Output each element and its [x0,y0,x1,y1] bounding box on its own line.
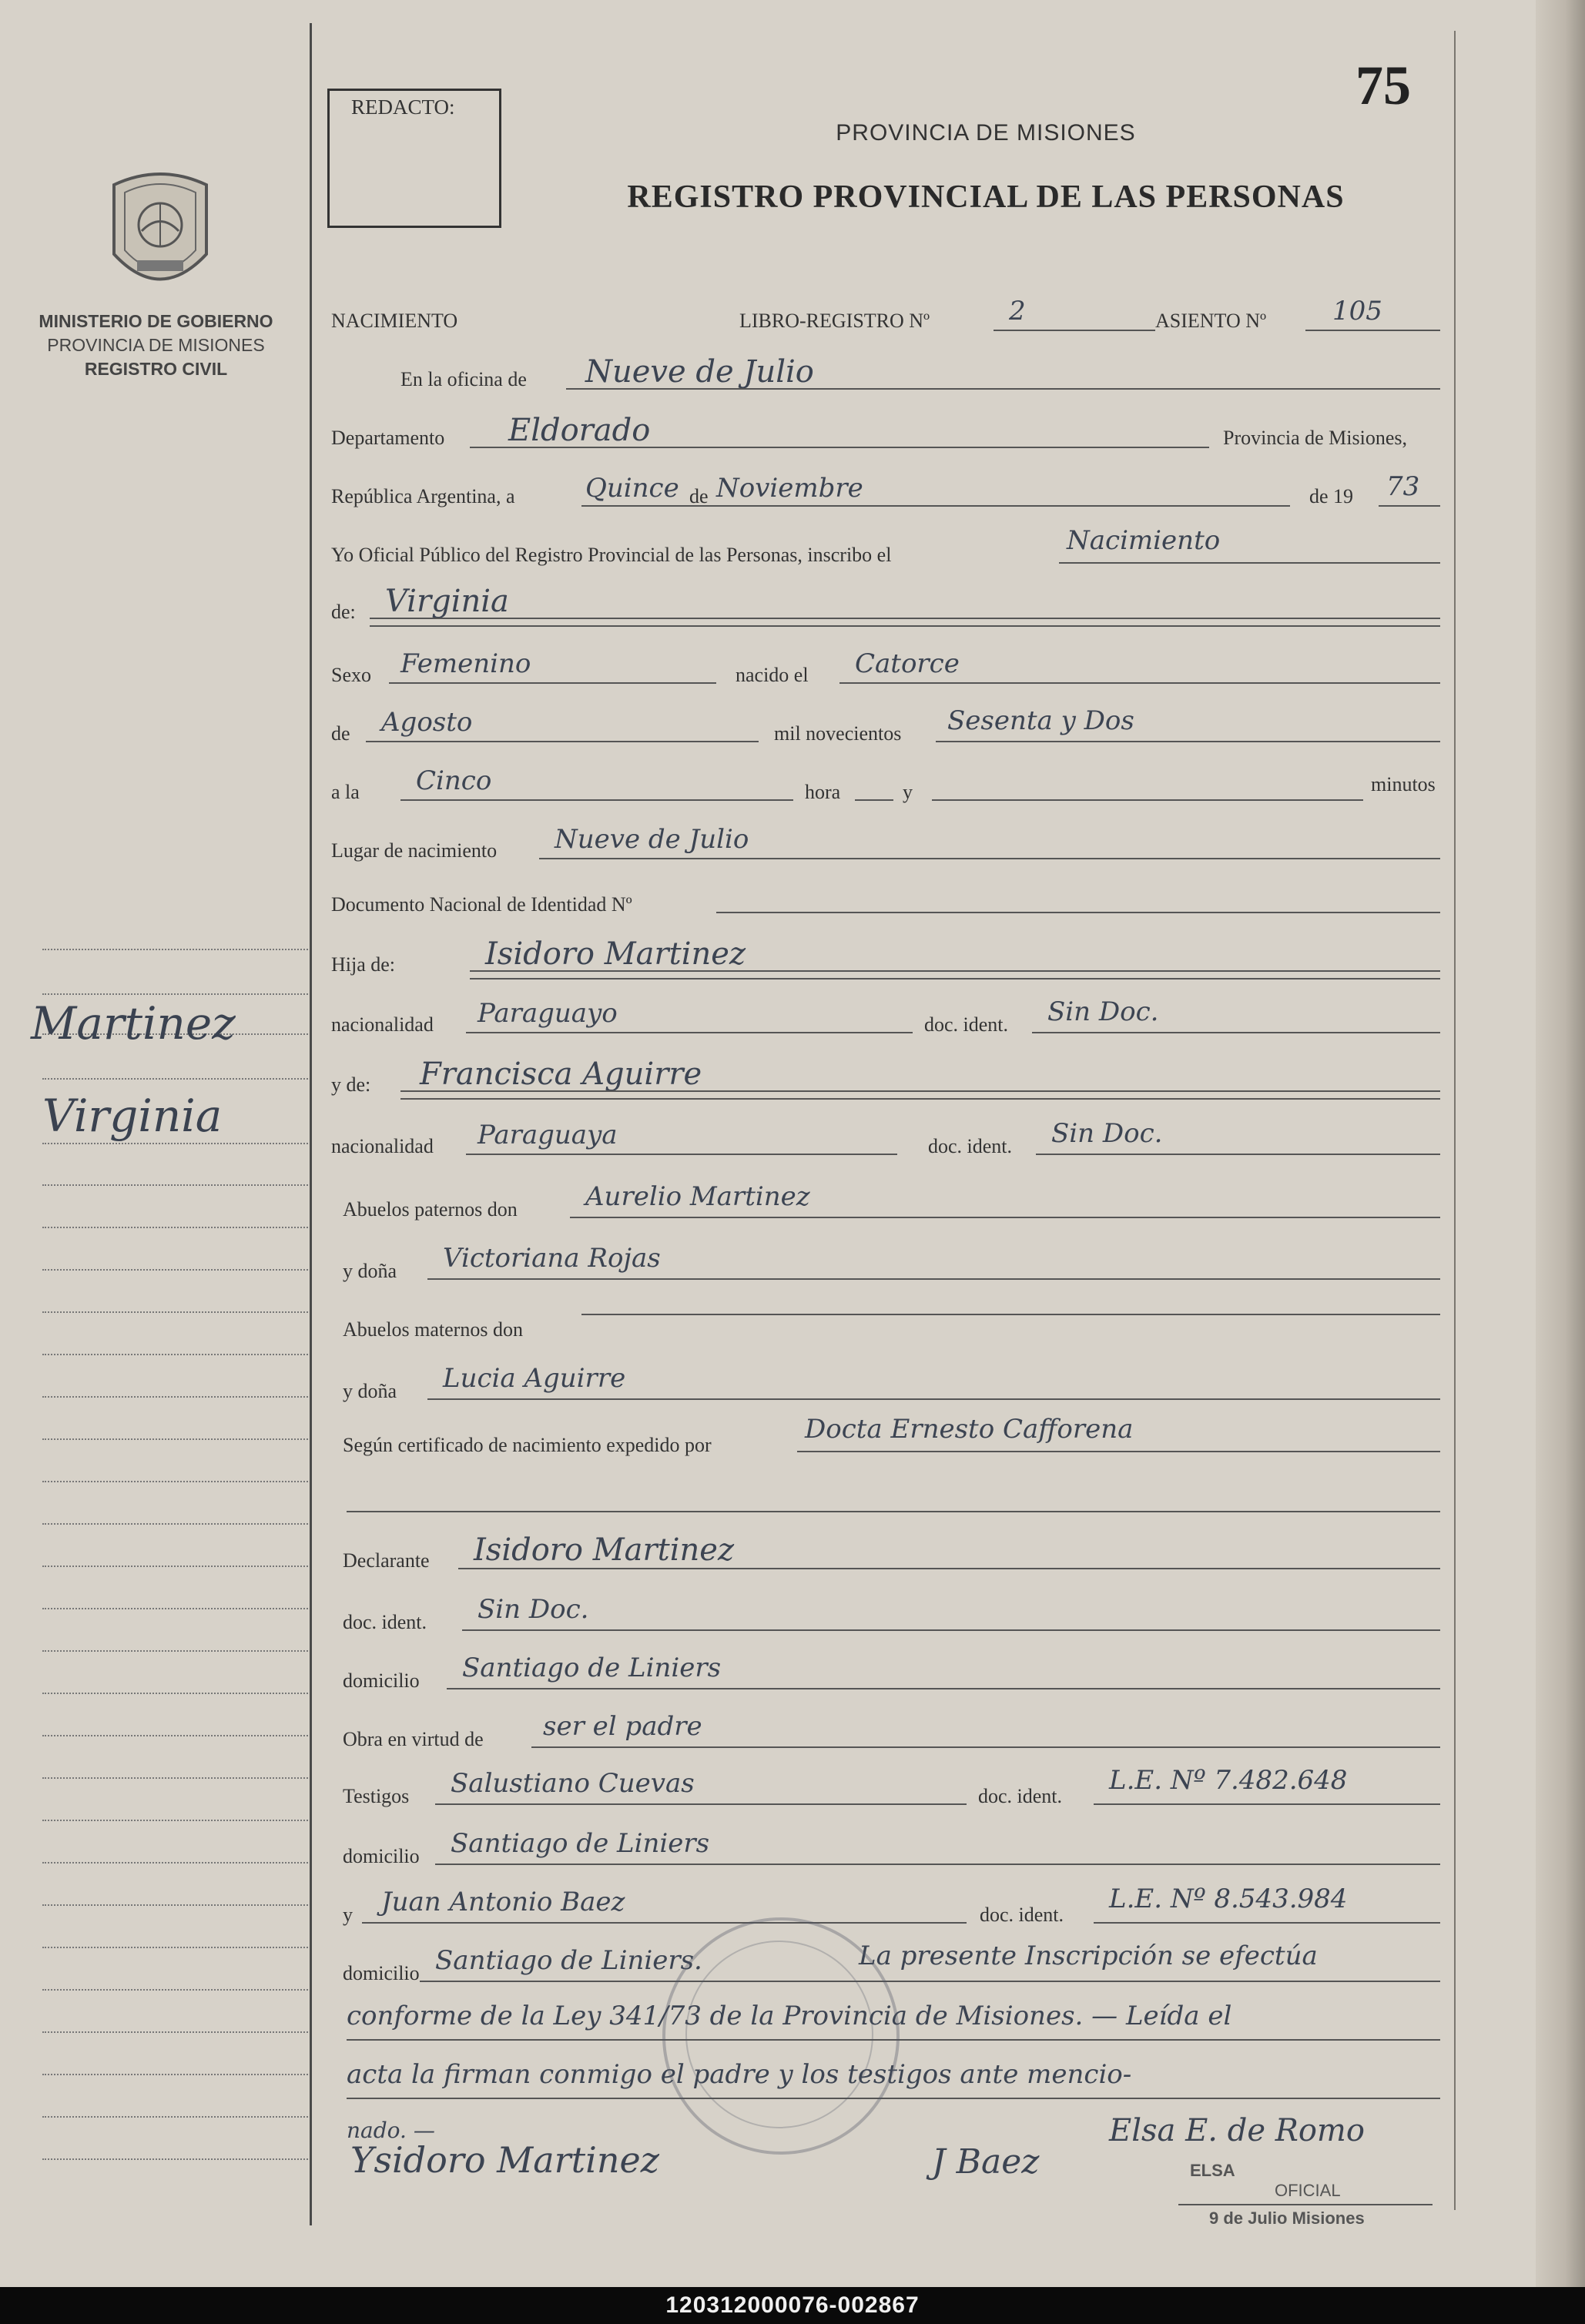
underline [458,1568,1440,1569]
underline [1059,562,1440,564]
underline [1379,505,1440,507]
de-label: de [689,485,709,507]
right-rule [1454,31,1456,2210]
anio-nac-value: Sesenta y Dos [947,705,1134,736]
underline [581,505,1290,507]
lugar-value: Nueve de Julio [555,824,749,855]
underline [370,618,1440,619]
underline [400,799,793,801]
registry-title: REGISTRO PROVINCIAL DE LAS PERSONAS [627,179,1345,215]
de-anio-label: de 19 [1309,485,1354,507]
underline [1094,1922,1440,1924]
yde-label: y de: [331,1073,371,1096]
sidebar-dotted-line [42,1523,308,1525]
underline [531,1746,1440,1748]
page-number: 75 [1355,55,1411,116]
underline [1305,330,1440,331]
official-title: OFICIAL [1275,2181,1341,2200]
sidebar-dotted-line [42,1566,308,1567]
underline [370,625,1440,627]
nacido-label: nacido el [736,664,809,686]
sidebar-dotted-line [42,1904,308,1906]
underline [932,799,1363,801]
underline [466,1032,913,1033]
barcode-id: 120312000076-002867 [0,2287,1585,2324]
underline [389,682,716,684]
hora-value: Cinco [416,765,492,796]
underline [566,388,1440,390]
de3-label: de [331,722,350,745]
testigo1-doc-label: doc. ident. [978,1785,1063,1807]
sidebar-dotted-line [42,2031,308,2033]
inscribo-value: Nacimiento [1067,525,1221,556]
ala-label: a la [331,781,360,803]
abuelos-pat-label: Abuelos paternos don [343,1198,518,1221]
sidebar-dotted-line [42,1481,308,1482]
underline [855,799,893,801]
provincia-suffix: Provincia de Misiones, [1223,427,1408,449]
underline [470,978,1440,979]
underline [427,1398,1440,1400]
sidebar-dotted-line [42,2116,308,2118]
underline [1094,1803,1440,1805]
declarante-value: Isidoro Martinez [474,1532,735,1568]
sidebar-dotted-line [42,2074,308,2075]
libro-label: LIBRO-REGISTRO Nº [739,310,930,332]
underline [462,1629,1440,1631]
madre-value: Francisca Aguirre [420,1057,702,1092]
underline [994,330,1155,331]
sidebar-dotted-line [42,1227,308,1228]
padre-doc-value: Sin Doc. [1047,996,1159,1027]
testigo1-dom-label: domicilio [343,1845,420,1867]
official-name: ELSA [1190,2161,1235,2180]
oficina-value: Nueve de Julio [585,354,814,390]
departamento-label: Departamento [331,427,445,449]
signature-declarante: Ysidoro Martinez [350,2139,659,2181]
record-type-label: NACIMIENTO [331,310,458,332]
nota-line-4: nado. — [347,2118,435,2143]
padre-nac-value: Paraguayo [478,998,618,1029]
underline [362,1922,967,1924]
underline [839,682,1440,684]
signature-oficial: Elsa E. de Romo [1109,2113,1365,2148]
margin-given-name: Virginia [42,1090,223,1142]
declarante-label: Declarante [343,1549,430,1572]
sidebar-dotted-line [42,1354,308,1355]
underline [447,1688,1440,1689]
underline [1178,2204,1433,2205]
underline [470,970,1440,972]
underline [435,1803,967,1805]
hora-label: hora [805,781,841,803]
testigo2-doc-label: doc. ident. [980,1904,1064,1926]
anio-value: 73 [1386,471,1420,502]
official-stamp [662,1917,900,2155]
underline [797,1451,1440,1452]
testigo2-dom-value: Santiago de Liniers. [435,1945,702,1976]
redacto-label: REDACTO: [351,95,455,119]
sexo-value: Femenino [400,648,531,679]
y2-label: y [343,1904,353,1926]
nombre-value: Virginia [385,584,509,619]
underline [347,2098,1440,2099]
underline [427,1278,1440,1280]
padre-nac-label: nacionalidad [331,1013,434,1036]
official-place: 9 de Julio Misiones [1209,2208,1365,2228]
asiento-value: 105 [1332,296,1382,326]
mes-nac-value: Agosto [381,707,473,738]
underline [400,1098,1440,1100]
testigo2-dom-label: domicilio [343,1962,420,1984]
padre-value: Isidoro Martinez [485,936,746,972]
sidebar-dotted-line [42,1608,308,1609]
obra-label: Obra en virtud de [343,1728,484,1750]
page-edge [1536,0,1585,2287]
nacido-value: Catorce [855,648,960,679]
declarante-doc-label: doc. ident. [343,1611,427,1633]
underline [581,1314,1440,1315]
testigo2-doc-value: L.E. Nº 8.543.984 [1109,1884,1348,1914]
dona-pat-label: y doña [343,1260,397,1282]
underline [366,741,759,742]
redacto-box [327,89,501,228]
province-heading: PROVINCIA DE MISIONES [836,120,1136,146]
hija-label: Hija de: [331,953,396,976]
dia-value: Quince [585,473,679,504]
nota-line-1: La presente Inscripción se efectúa [859,1941,1318,1971]
testigo1-dom-value: Santiago de Liniers [451,1828,710,1859]
sidebar-dotted-line [42,1438,308,1440]
sidebar-dotted-line [42,1396,308,1398]
mil-label: mil novecientos [774,722,902,745]
nota-line-3: acta la firman conmigo el padre y los testigos ante mencio- [347,2059,1132,2090]
testigos-label: Testigos [343,1785,410,1807]
libro-value: 2 [1009,296,1026,326]
underline [400,1090,1440,1092]
sexo-label: Sexo [331,664,371,686]
abuelos-mat-label: Abuelos maternos don [343,1318,523,1341]
underline [435,1864,1440,1865]
dni-label: Documento Nacional de Identidad Nº [331,893,632,916]
sidebar-dotted-line [42,949,308,950]
madre-nac-value: Paraguaya [478,1120,618,1150]
testigo2-value: Juan Antonio Baez [381,1887,625,1917]
padre-doc-label: doc. ident. [924,1013,1009,1036]
province-seal-icon [99,169,222,296]
nota-line-2: conforme de la Ley 341/73 de la Provincia de Misiones. — Leída el [347,2001,1232,2031]
testigo1-doc-value: L.E. Nº 7.482.648 [1109,1765,1348,1796]
underline [1036,1154,1440,1155]
underline [570,1217,1440,1218]
signature-testigo: J Baez [932,2142,1040,2182]
sidebar-dotted-line [42,1693,308,1694]
sidebar-dotted-line [42,1143,308,1144]
testigo1-value: Salustiano Cuevas [451,1768,695,1799]
oficial-label: Yo Oficial Público del Registro Provincial de las Personas, inscribo el [331,544,892,566]
ministerio-label: MINISTERIO DE GOBIERNO [39,311,273,331]
underline [936,741,1440,742]
sidebar-dotted-line [42,1269,308,1271]
abuelo-pat-value: Aurelio Martinez [585,1181,810,1212]
certificado-value: Docta Ernesto Cafforena [805,1414,1134,1445]
obra-value: ser el padre [543,1711,702,1742]
madre-doc-label: doc. ident. [928,1135,1013,1157]
sidebar-dotted-line [42,1184,308,1186]
abuela-mat-value: Lucia Aguirre [443,1363,626,1394]
mes-value: Noviembre [716,473,863,504]
declarante-dom-value: Santiago de Liniers [462,1653,722,1683]
madre-doc-value: Sin Doc. [1051,1118,1163,1149]
sidebar-dotted-line [42,1777,308,1779]
underline [716,912,1440,913]
de2-label: de: [331,601,356,623]
oficina-label: En la oficina de [400,368,527,390]
underline [420,1981,1440,1982]
declarante-doc-value: Sin Doc. [478,1594,589,1625]
sidebar-dotted-line [42,993,308,995]
sidebar-dotted-line [42,2158,308,2160]
sidebar-dotted-line [42,1862,308,1864]
underline [347,1511,1440,1512]
sidebar-dotted-line [42,1735,308,1736]
madre-nac-label: nacionalidad [331,1135,434,1157]
certificado-label: Según certificado de nacimiento expedido por [343,1434,712,1456]
departamento-value: Eldorado [508,413,651,448]
sidebar-dotted-line [42,1947,308,1948]
underline [470,447,1209,448]
abuela-pat-value: Victoriana Rojas [443,1243,661,1274]
ministry-block [23,310,289,381]
margin-surname: Martinez [31,997,236,1050]
margin-rule [310,23,312,2225]
registro-civil-label: REGISTRO CIVIL [84,359,228,379]
sidebar-dotted-line [42,1311,308,1313]
y-label: y [903,781,913,803]
sidebar-dotted-line [42,1078,308,1080]
sidebar-dotted-line [42,1989,308,1991]
underline [1032,1032,1440,1033]
underline [466,1154,897,1155]
asiento-label: ASIENTO Nº [1155,310,1267,332]
minutos-label: minutos [1371,773,1436,795]
republica-label: República Argentina, a [331,485,515,507]
declarante-dom-label: domicilio [343,1669,420,1692]
sidebar-dotted-line [42,1820,308,1821]
sidebar-dotted-line [42,1650,308,1652]
underline [539,858,1440,859]
provincia-label: PROVINCIA DE MISIONES [47,335,265,355]
lugar-label: Lugar de nacimiento [331,839,498,862]
dona-mat-label: y doña [343,1380,397,1402]
